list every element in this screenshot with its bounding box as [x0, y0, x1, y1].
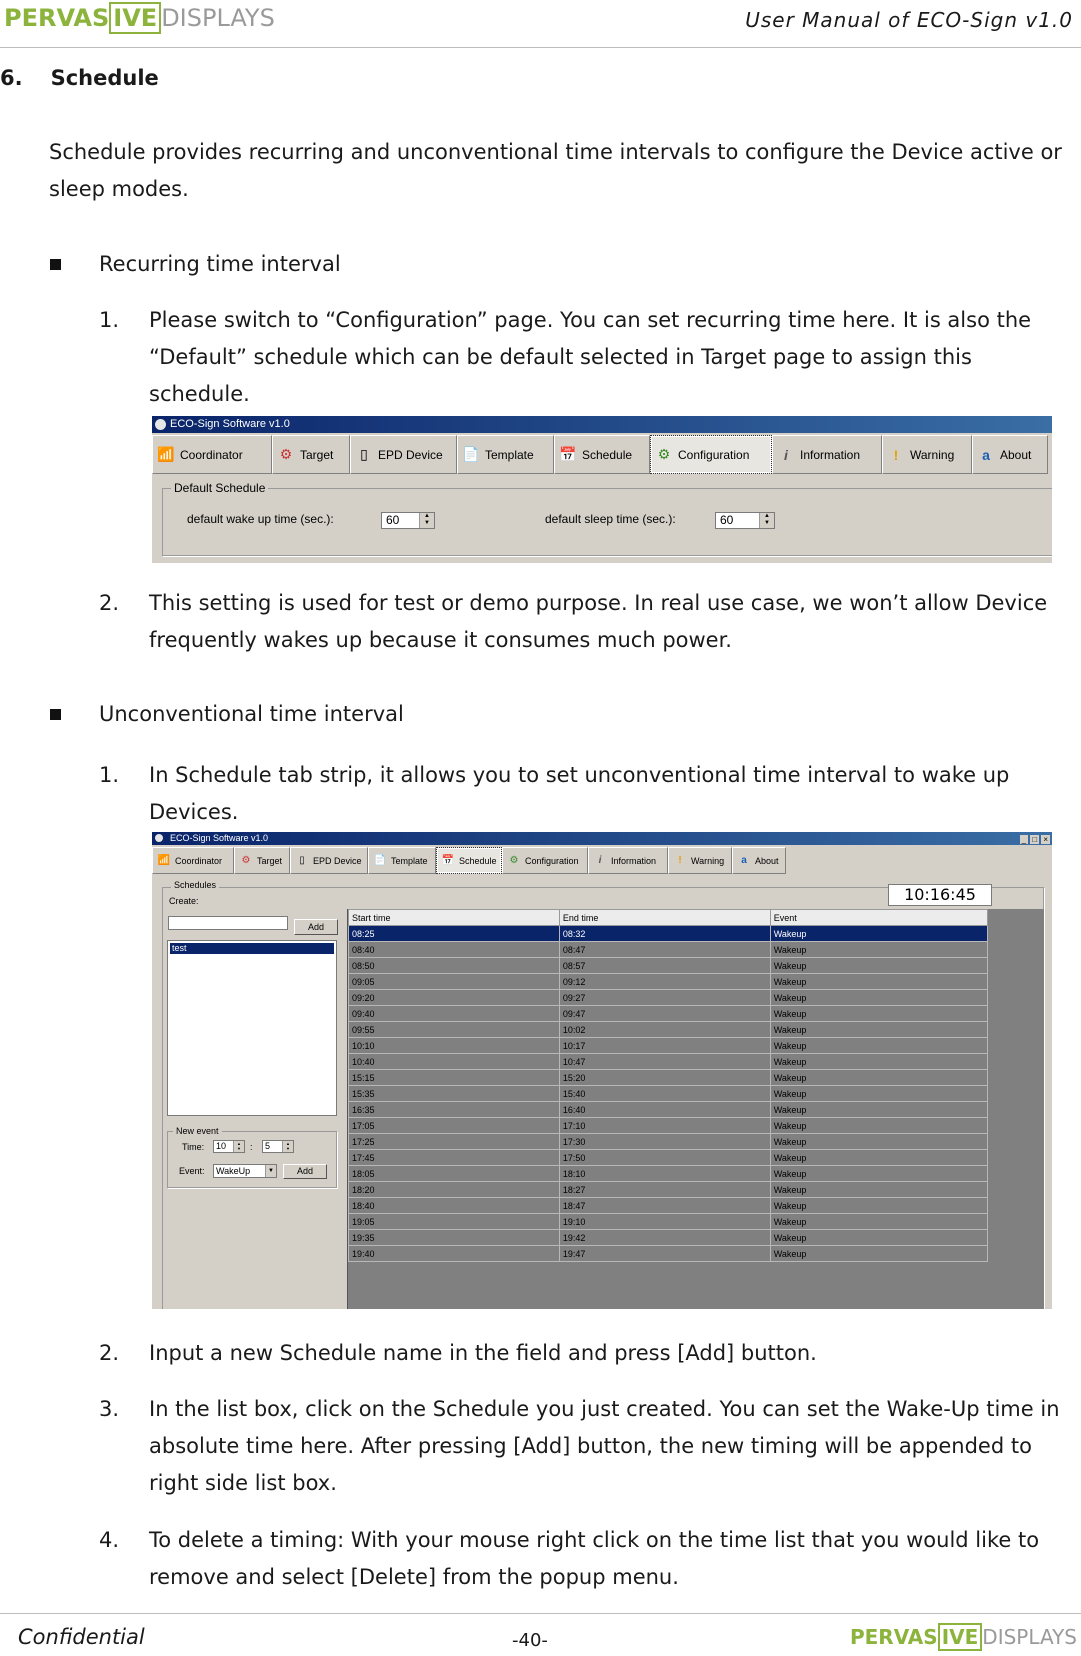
time-label: Time:	[182, 1142, 205, 1152]
table-cell: Wakeup	[770, 1182, 987, 1198]
tab-configuration[interactable]: ⚙ Configuration	[650, 435, 772, 474]
list-item-text: To delete a timing: With your mouse right click on the time list that you would like to remove and select [Delete] from the popup menu.	[149, 1528, 1040, 1589]
info-icon: i	[598, 855, 602, 866]
tab-schedule[interactable]: 📅 Schedule	[554, 435, 650, 474]
tab-epd-device[interactable]: ▯ EPD Device	[350, 435, 457, 474]
table-cell: 17:30	[559, 1134, 770, 1150]
table-cell: Wakeup	[770, 1022, 987, 1038]
tab-epd-device[interactable]: ▯ EPD Device	[290, 847, 368, 874]
table-cell: 15:40	[559, 1086, 770, 1102]
table-cell: 15:35	[349, 1086, 560, 1102]
table-row[interactable]	[349, 1230, 988, 1246]
table-cell: 18:27	[559, 1182, 770, 1198]
table-row[interactable]	[349, 990, 988, 1006]
tab-configuration[interactable]: ⚙ Configuration	[502, 847, 588, 874]
window-titlebar: ECO-Sign Software v1.0 _ □ ×	[152, 832, 1052, 845]
table-row[interactable]	[349, 1246, 988, 1262]
table-cell: 19:47	[559, 1246, 770, 1262]
event-table-area[interactable]	[347, 909, 1044, 1309]
table-cell: 16:35	[349, 1102, 560, 1118]
chevron-down-icon[interactable]: ▼	[265, 1165, 276, 1177]
app-icon	[155, 419, 166, 430]
event-table[interactable]	[348, 909, 988, 1262]
spinner-arrows-icon[interactable]: ▲ ▼	[233, 1141, 244, 1152]
table-cell: 17:05	[349, 1118, 560, 1134]
table-cell: 08:50	[349, 958, 560, 974]
spinner-arrows-icon[interactable]: ▲ ▼	[282, 1141, 293, 1152]
maximize-icon[interactable]: □	[1032, 835, 1038, 844]
about-icon: a	[982, 446, 990, 463]
table-cell: 17:45	[349, 1150, 560, 1166]
table-cell: 09:40	[349, 1006, 560, 1022]
event-select[interactable]: WakeUp ▼	[213, 1164, 277, 1178]
list-number: 1.	[99, 763, 120, 787]
table-cell: 08:32	[559, 926, 770, 942]
table-cell: Wakeup	[770, 1214, 987, 1230]
table-cell: Wakeup	[770, 1070, 987, 1086]
page-number: -40-	[512, 1630, 548, 1651]
gear-icon: ⚙	[509, 855, 519, 866]
table-cell: Wakeup	[770, 1102, 987, 1118]
intro-paragraph: Schedule provides recurring and unconventional time intervals to configure the Device active or sleep modes.	[49, 140, 1062, 201]
template-icon: 📄	[462, 446, 480, 462]
table-cell: 17:10	[559, 1118, 770, 1134]
table-row[interactable]	[349, 1102, 988, 1118]
tab-strip	[152, 847, 786, 874]
table-cell: 10:02	[559, 1022, 770, 1038]
minimize-icon[interactable]: _	[1021, 835, 1027, 844]
tab-target[interactable]: ⚙ Target	[272, 435, 350, 474]
table-row[interactable]	[349, 1086, 988, 1102]
list-number: 3.	[99, 1397, 120, 1421]
info-icon: i	[784, 446, 788, 463]
table-cell: Wakeup	[770, 958, 987, 974]
gear-icon: ⚙	[657, 446, 671, 462]
wake-time-label: default wake up time (sec.):	[187, 512, 334, 526]
table-cell: 10:10	[349, 1038, 560, 1054]
table-cell: Wakeup	[770, 1246, 987, 1262]
table-cell: 19:10	[559, 1214, 770, 1230]
warning-icon: !	[893, 446, 899, 463]
tab-information[interactable]: i Information	[588, 847, 668, 874]
close-icon[interactable]: ×	[1043, 835, 1048, 844]
document-title: User Manual of ECO-Sign v1.0	[745, 8, 1073, 32]
list-number: 4.	[99, 1528, 120, 1552]
table-cell: Wakeup	[770, 1086, 987, 1102]
section-number: 6.	[0, 66, 23, 90]
table-row[interactable]	[349, 926, 988, 942]
tab-about[interactable]: a About	[972, 435, 1048, 474]
table-cell: 19:35	[349, 1230, 560, 1246]
list-item-text: This setting is used for test or demo purpose. In real use case, we won’t allow Device frequently wakes up because it consumes much power.	[149, 591, 1048, 652]
table-row[interactable]	[349, 1150, 988, 1166]
table-row[interactable]	[349, 1198, 988, 1214]
tab-schedule[interactable]: 📅 Schedule	[436, 847, 502, 874]
tab-coordinator[interactable]: 📶 Coordinator	[152, 435, 272, 474]
table-cell: 09:55	[349, 1022, 560, 1038]
column-header[interactable]: Event	[770, 910, 987, 926]
table-row[interactable]	[349, 958, 988, 974]
table-cell: 19:40	[349, 1246, 560, 1262]
tab-coordinator[interactable]: 📶 Coordinator	[152, 847, 234, 874]
table-cell: 16:40	[559, 1102, 770, 1118]
footer-divider	[0, 1613, 1081, 1614]
time-separator: :	[250, 1142, 253, 1152]
table-cell: 09:12	[559, 974, 770, 990]
tab-strip	[152, 435, 1048, 474]
table-cell: 08:25	[349, 926, 560, 942]
table-cell: 09:20	[349, 990, 560, 1006]
table-cell: 09:05	[349, 974, 560, 990]
table-cell: 18:40	[349, 1198, 560, 1214]
table-row[interactable]	[349, 942, 988, 958]
template-icon: 📄	[373, 855, 387, 866]
table-row[interactable]	[349, 1070, 988, 1086]
section-title: Schedule	[50, 66, 159, 90]
about-icon: a	[741, 855, 747, 866]
tab-information[interactable]: i Information	[772, 435, 882, 474]
tab-template[interactable]: 📄 Template	[457, 435, 554, 474]
header-divider	[0, 47, 1081, 48]
table-cell: Wakeup	[770, 1198, 987, 1214]
table-cell: 19:05	[349, 1214, 560, 1230]
table-cell: 18:20	[349, 1182, 560, 1198]
table-cell: Wakeup	[770, 942, 987, 958]
header-logo: PERVAS IVE DISPLAYS	[4, 4, 275, 32]
event-label: Event:	[179, 1166, 205, 1176]
table-cell: 08:57	[559, 958, 770, 974]
table-cell: Wakeup	[770, 1118, 987, 1134]
signal-icon: 📶	[157, 446, 175, 462]
calendar-icon: 📅	[441, 855, 455, 866]
warning-icon: !	[678, 855, 682, 866]
app-icon	[155, 834, 163, 842]
schedule-name-input[interactable]	[168, 916, 288, 930]
section-heading	[0, 66, 159, 90]
table-cell: 10:17	[559, 1038, 770, 1054]
minute-spinner[interactable]: 5 ▲ ▼	[262, 1140, 294, 1153]
table-cell: Wakeup	[770, 974, 987, 990]
hour-spinner[interactable]: 10 ▲ ▼	[213, 1140, 245, 1153]
footer-logo: PERVAS IVE DISPLAYS	[849, 1625, 1077, 1649]
table-cell: Wakeup	[770, 1054, 987, 1070]
column-header[interactable]: End time	[559, 910, 770, 926]
list-number: 1.	[99, 308, 120, 332]
spinner-arrows-icon[interactable]: ▲ ▼	[419, 513, 434, 528]
footer-confidential: Confidential	[18, 1625, 145, 1649]
schedule-list[interactable]	[167, 940, 337, 1116]
list-item-text: Please switch to “Configuration” page. You can set recurring time here. It is also the “Default” schedule which can be default selected in Target page to assign this schedule.	[149, 308, 1032, 406]
table-cell: Wakeup	[770, 1166, 987, 1182]
target-icon: ⚙	[241, 855, 251, 866]
table-cell: Wakeup	[770, 1006, 987, 1022]
schedule-list-item[interactable]: test	[170, 943, 334, 954]
bullet-icon	[50, 709, 61, 720]
tab-about[interactable]: a About	[732, 847, 786, 874]
list-number: 2.	[99, 591, 120, 615]
new-event-group	[167, 1126, 337, 1188]
window-titlebar: ECO-Sign Software v1.0	[152, 416, 1052, 433]
tab-template[interactable]: 📄 Template	[368, 847, 436, 874]
table-row[interactable]	[349, 1134, 988, 1150]
table-row[interactable]	[349, 1214, 988, 1230]
table-cell: 18:10	[559, 1166, 770, 1182]
device-icon: ▯	[299, 855, 305, 866]
table-cell: 15:15	[349, 1070, 560, 1086]
sleep-time-label: default sleep time (sec.):	[545, 512, 676, 526]
table-cell: 10:40	[349, 1054, 560, 1070]
table-cell: 09:27	[559, 990, 770, 1006]
wake-time-spinner[interactable]: 60 ▲ ▼	[381, 512, 435, 529]
table-cell: 18:05	[349, 1166, 560, 1182]
schedules-group	[162, 880, 1044, 1309]
table-row[interactable]	[349, 1118, 988, 1134]
bullet-icon	[50, 259, 61, 270]
calendar-icon: 📅	[559, 446, 577, 462]
window-controls[interactable]	[1020, 833, 1050, 846]
list-item-text: In the list box, click on the Schedule you just created. You can set the Wake-Up time in absolute time here. After pressing [Add] button, the new timing will be appended to right side list box.	[149, 1397, 1060, 1495]
spinner-arrows-icon[interactable]: ▲ ▼	[759, 513, 774, 528]
clock-display: 10:16:45	[888, 884, 992, 906]
add-event-button[interactable]: Add	[283, 1164, 327, 1179]
table-cell: Wakeup	[770, 1150, 987, 1166]
table-cell: Wakeup	[770, 1038, 987, 1054]
list-number: 2.	[99, 1341, 120, 1365]
table-cell: Wakeup	[770, 926, 987, 942]
device-icon: ▯	[360, 446, 368, 462]
column-header[interactable]: Start time	[349, 910, 560, 926]
tab-warning[interactable]: ! Warning	[882, 435, 972, 474]
schedule-screenshot	[152, 832, 1052, 1309]
tab-target[interactable]: ⚙ Target	[234, 847, 290, 874]
table-row[interactable]	[349, 1022, 988, 1038]
table-cell: Wakeup	[770, 990, 987, 1006]
add-schedule-button[interactable]: Add	[294, 919, 338, 935]
table-cell: 15:20	[559, 1070, 770, 1086]
group-label: Default Schedule	[171, 481, 268, 495]
table-cell: 08:40	[349, 942, 560, 958]
table-row[interactable]	[349, 1054, 988, 1070]
table-cell: Wakeup	[770, 1134, 987, 1150]
list-item-text: In Schedule tab strip, it allows you to set unconventional time interval to wake up Devices.	[149, 763, 1010, 824]
table-row[interactable]	[349, 1038, 988, 1054]
tab-warning[interactable]: ! Warning	[668, 847, 732, 874]
table-row[interactable]	[349, 974, 988, 990]
table-row[interactable]	[349, 1166, 988, 1182]
unconventional-heading: Unconventional time interval	[99, 702, 404, 726]
table-cell: 08:47	[559, 942, 770, 958]
table-cell: 10:47	[559, 1054, 770, 1070]
table-cell: 17:25	[349, 1134, 560, 1150]
sleep-time-spinner[interactable]: 60 ▲ ▼	[715, 512, 775, 529]
group-label: Schedules	[171, 880, 219, 890]
table-cell: 19:42	[559, 1230, 770, 1246]
default-schedule-group	[162, 481, 1052, 556]
list-item-text: Input a new Schedule name in the field and press [Add] button.	[149, 1341, 817, 1365]
table-cell: 17:50	[559, 1150, 770, 1166]
recurring-heading: Recurring time interval	[99, 252, 341, 276]
table-cell: 18:47	[559, 1198, 770, 1214]
target-icon: ⚙	[279, 446, 293, 462]
group-label: New event	[173, 1126, 222, 1136]
table-cell: 09:47	[559, 1006, 770, 1022]
signal-icon: 📶	[157, 855, 171, 866]
create-label: Create:	[169, 896, 199, 906]
configuration-screenshot	[152, 416, 1052, 563]
table-row[interactable]	[349, 1182, 988, 1198]
table-row[interactable]	[349, 1006, 988, 1022]
table-cell: Wakeup	[770, 1230, 987, 1246]
